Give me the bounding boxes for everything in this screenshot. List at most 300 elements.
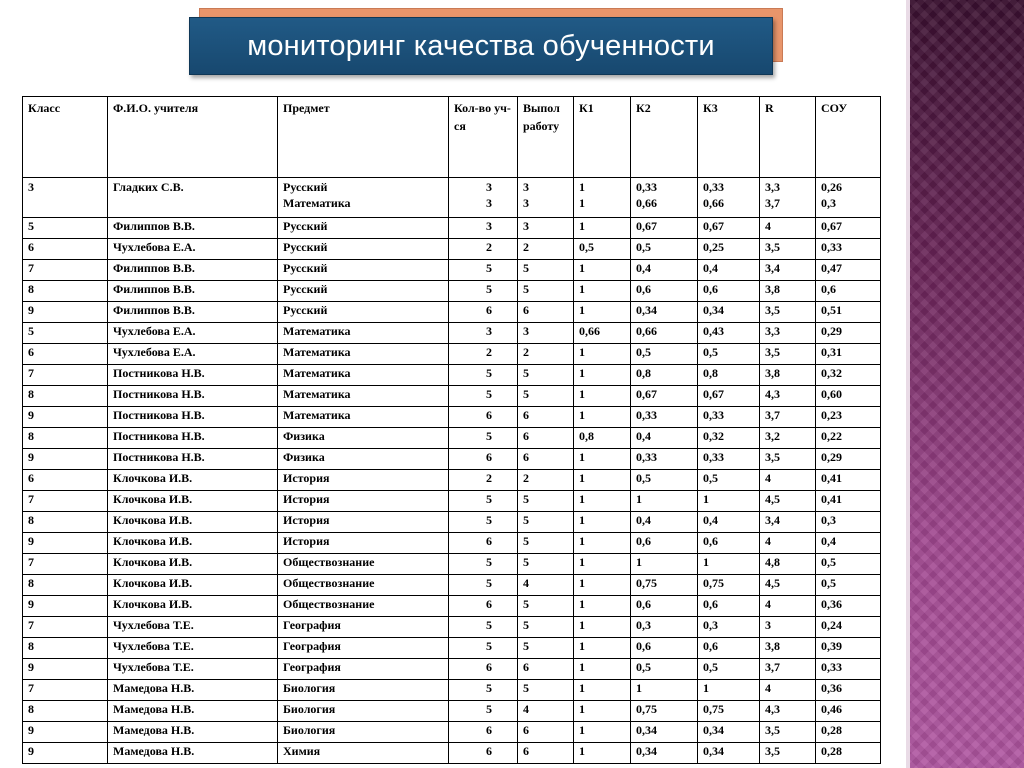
cell-r: 4 [760, 533, 816, 554]
cell-teacher: Клочкова И.В. [108, 491, 278, 512]
cell-r: 3,5 [760, 302, 816, 323]
cell-sou: 0,33 [816, 659, 881, 680]
cell-sou: 0,28 [816, 743, 881, 764]
cell-k1: 1 [574, 533, 631, 554]
cell-k3: 0,6 [698, 638, 760, 659]
cell-subject [278, 178, 449, 218]
table-row [23, 386, 881, 407]
table-row [23, 533, 881, 554]
cell-r: 3,8 [760, 365, 816, 386]
cell-subject: География [278, 617, 449, 638]
cell-subject: Обществознание [278, 596, 449, 617]
cell-class: 6 [23, 344, 108, 365]
cell-sou: 0,51 [816, 302, 881, 323]
cell-count: 5 [449, 554, 518, 575]
cell-count: 6 [449, 596, 518, 617]
cell-k1: 1 [574, 575, 631, 596]
cell-done-line: 3 [523, 180, 529, 194]
cell-r: 4,3 [760, 386, 816, 407]
cell-k1: 1 [574, 554, 631, 575]
cell-count: 5 [449, 617, 518, 638]
cell-sou: 0,33 [816, 239, 881, 260]
cell-k3: 0,5 [698, 344, 760, 365]
cell-k1: 1 [574, 680, 631, 701]
cell-r: 4 [760, 680, 816, 701]
cell-class: 9 [23, 596, 108, 617]
cell-k2: 0,8 [631, 365, 698, 386]
cell-k3: 0,32 [698, 428, 760, 449]
cell-count-line: 3 [486, 180, 492, 194]
cell-k3: 0,75 [698, 701, 760, 722]
cell-k3: 1 [698, 554, 760, 575]
table-row [23, 743, 881, 764]
cell-k1: 1 [574, 281, 631, 302]
cell-count: 3 [449, 323, 518, 344]
cell-r: 4,8 [760, 554, 816, 575]
header-count: Кол-во уч-ся [449, 97, 518, 178]
cell-k2: 1 [631, 554, 698, 575]
cell-teacher: Филиппов В.В. [108, 302, 278, 323]
cell-done: 6 [518, 449, 574, 470]
cell-r: 3,5 [760, 239, 816, 260]
cell-teacher: Мамедова Н.В. [108, 722, 278, 743]
cell-done [518, 178, 574, 218]
table-row [23, 659, 881, 680]
cell-k2: 0,66 [631, 323, 698, 344]
table-row [23, 260, 881, 281]
cell-class: 7 [23, 680, 108, 701]
cell-count: 6 [449, 407, 518, 428]
cell-k3: 0,67 [698, 218, 760, 239]
cell-sou-line: 0,3 [821, 196, 836, 210]
cell-k3: 0,4 [698, 260, 760, 281]
cell-count: 5 [449, 575, 518, 596]
cell-class: 8 [23, 701, 108, 722]
cell-done: 6 [518, 743, 574, 764]
cell-k3: 0,5 [698, 659, 760, 680]
cell-subject: Математика [278, 344, 449, 365]
cell-class: 8 [23, 575, 108, 596]
cell-sou: 0,41 [816, 491, 881, 512]
cell-subject: Математика [278, 386, 449, 407]
cell-done-line: 3 [523, 196, 529, 210]
cell-k3: 0,33 [698, 449, 760, 470]
cell-class: 6 [23, 239, 108, 260]
cell-teacher: Гладких С.В. [108, 178, 278, 218]
cell-teacher: Постникова Н.В. [108, 365, 278, 386]
header-done: Выпол работу [518, 97, 574, 178]
cell-subject: Русский [278, 281, 449, 302]
cell-k3: 0,4 [698, 512, 760, 533]
cell-done: 2 [518, 239, 574, 260]
cell-k2-line: 0,33 [636, 180, 657, 194]
cell-count: 5 [449, 638, 518, 659]
cell-sou: 0,46 [816, 701, 881, 722]
cell-k2: 0,33 [631, 407, 698, 428]
cell-k3: 0,67 [698, 386, 760, 407]
cell-class: 9 [23, 659, 108, 680]
table-header-row [23, 97, 881, 178]
cell-count: 6 [449, 302, 518, 323]
table-row [23, 617, 881, 638]
table-row [23, 407, 881, 428]
cell-sou: 0,39 [816, 638, 881, 659]
cell-k3: 0,34 [698, 743, 760, 764]
cell-k1: 1 [574, 407, 631, 428]
cell-r: 3,8 [760, 638, 816, 659]
cell-r: 4,5 [760, 491, 816, 512]
cell-count: 5 [449, 701, 518, 722]
cell-k3: 0,5 [698, 470, 760, 491]
cell-k1: 1 [574, 512, 631, 533]
cell-done: 5 [518, 491, 574, 512]
cell-k2-line: 0,66 [636, 196, 657, 210]
header-k3: К3 [698, 97, 760, 178]
table-row [23, 638, 881, 659]
cell-class: 9 [23, 722, 108, 743]
cell-class: 8 [23, 512, 108, 533]
table-row [23, 554, 881, 575]
cell-r: 3,5 [760, 449, 816, 470]
cell-sou: 0,31 [816, 344, 881, 365]
table-row [23, 365, 881, 386]
cell-subject: География [278, 638, 449, 659]
cell-subject: Русский [278, 302, 449, 323]
cell-sou: 0,60 [816, 386, 881, 407]
table-row [23, 302, 881, 323]
cell-r: 3,3 [760, 323, 816, 344]
table-row [23, 491, 881, 512]
cell-done: 2 [518, 344, 574, 365]
cell-k3: 0,6 [698, 596, 760, 617]
cell-sou: 0,3 [816, 512, 881, 533]
cell-subject: Русский [278, 218, 449, 239]
cell-sou: 0,22 [816, 428, 881, 449]
cell-r [760, 178, 816, 218]
cell-teacher: Мамедова Н.В. [108, 743, 278, 764]
cell-count: 2 [449, 239, 518, 260]
cell-done: 6 [518, 722, 574, 743]
cell-subject: Обществознание [278, 575, 449, 596]
cell-k1: 1 [574, 491, 631, 512]
cell-subject: Математика [278, 407, 449, 428]
table-row [23, 722, 881, 743]
cell-subject: Биология [278, 680, 449, 701]
cell-done: 5 [518, 365, 574, 386]
cell-k3 [698, 178, 760, 218]
cell-done: 6 [518, 302, 574, 323]
cell-k1-line: 1 [579, 180, 585, 194]
cell-k1: 1 [574, 365, 631, 386]
cell-subject: Физика [278, 428, 449, 449]
cell-k1: 1 [574, 743, 631, 764]
cell-teacher: Клочкова И.В. [108, 470, 278, 491]
cell-teacher: Клочкова И.В. [108, 596, 278, 617]
header-teacher: Ф.И.О. учителя [108, 97, 278, 178]
cell-class: 7 [23, 365, 108, 386]
cell-k1: 1 [574, 386, 631, 407]
cell-teacher: Чухлебова Т.Е. [108, 617, 278, 638]
cell-r: 4 [760, 218, 816, 239]
cell-class: 5 [23, 323, 108, 344]
cell-k1: 1 [574, 617, 631, 638]
cell-subject: Русский [278, 239, 449, 260]
cell-sou: 0,5 [816, 575, 881, 596]
cell-k3: 0,34 [698, 722, 760, 743]
cell-k2: 0,5 [631, 470, 698, 491]
cell-count: 3 [449, 218, 518, 239]
cell-teacher: Чухлебова Е.А. [108, 344, 278, 365]
cell-class: 3 [23, 178, 108, 218]
cell-k1: 1 [574, 659, 631, 680]
cell-done: 5 [518, 680, 574, 701]
cell-teacher: Чухлебова Е.А. [108, 239, 278, 260]
cell-k3: 0,25 [698, 239, 760, 260]
cell-teacher: Филиппов В.В. [108, 218, 278, 239]
table-row [23, 449, 881, 470]
cell-done: 5 [518, 386, 574, 407]
table-row [23, 239, 881, 260]
table-row [23, 323, 881, 344]
cell-class: 9 [23, 743, 108, 764]
cell-count: 2 [449, 344, 518, 365]
cell-k2: 0,6 [631, 281, 698, 302]
cell-sou: 0,29 [816, 323, 881, 344]
cell-done: 5 [518, 638, 574, 659]
cell-r: 3,2 [760, 428, 816, 449]
cell-subject: Биология [278, 701, 449, 722]
cell-sou [816, 178, 881, 218]
cell-done: 6 [518, 659, 574, 680]
cell-done: 5 [518, 617, 574, 638]
cell-count: 5 [449, 260, 518, 281]
cell-done: 3 [518, 323, 574, 344]
cell-k3: 0,8 [698, 365, 760, 386]
cell-sou: 0,67 [816, 218, 881, 239]
cell-count: 6 [449, 659, 518, 680]
cell-subject: Физика [278, 449, 449, 470]
cell-teacher: Клочкова И.В. [108, 512, 278, 533]
cell-class: 9 [23, 449, 108, 470]
cell-teacher: Чухлебова Т.Е. [108, 659, 278, 680]
cell-k2: 0,34 [631, 722, 698, 743]
cell-sou: 0,28 [816, 722, 881, 743]
cell-class: 7 [23, 260, 108, 281]
cell-class: 8 [23, 386, 108, 407]
cell-k1: 1 [574, 449, 631, 470]
cell-subject: История [278, 491, 449, 512]
cell-subject: Биология [278, 722, 449, 743]
cell-k3: 0,43 [698, 323, 760, 344]
header-r: R [760, 97, 816, 178]
cell-subject: История [278, 533, 449, 554]
table-row [23, 512, 881, 533]
cell-teacher: Чухлебова Е.А. [108, 323, 278, 344]
table-row [23, 428, 881, 449]
cell-count [449, 178, 518, 218]
table-row [23, 575, 881, 596]
cell-sou: 0,36 [816, 596, 881, 617]
cell-k2: 0,5 [631, 344, 698, 365]
table-row [23, 470, 881, 491]
cell-k2: 0,3 [631, 617, 698, 638]
table-row [23, 596, 881, 617]
cell-r: 3,5 [760, 722, 816, 743]
cell-teacher: Клочкова И.В. [108, 575, 278, 596]
header-sou: СОУ [816, 97, 881, 178]
slide-title: мониторинг качества обученности [189, 17, 773, 75]
header-k2: К2 [631, 97, 698, 178]
cell-r: 3,7 [760, 659, 816, 680]
cell-r: 3,8 [760, 281, 816, 302]
header-k1: К1 [574, 97, 631, 178]
table-row [23, 680, 881, 701]
cell-count: 5 [449, 428, 518, 449]
cell-count: 5 [449, 512, 518, 533]
cell-done: 6 [518, 407, 574, 428]
table-row [23, 701, 881, 722]
table-row [23, 281, 881, 302]
cell-r-line: 3,7 [765, 196, 780, 210]
cell-done: 5 [518, 260, 574, 281]
cell-k1: 1 [574, 701, 631, 722]
cell-sou: 0,41 [816, 470, 881, 491]
cell-k1 [574, 178, 631, 218]
cell-count: 6 [449, 722, 518, 743]
cell-subject: География [278, 659, 449, 680]
cell-k3: 1 [698, 680, 760, 701]
cell-k2: 0,4 [631, 428, 698, 449]
cell-r-line: 3,3 [765, 180, 780, 194]
cell-k2: 0,75 [631, 575, 698, 596]
cell-sou: 0,36 [816, 680, 881, 701]
cell-count-line: 3 [486, 196, 492, 210]
cell-k2: 0,34 [631, 743, 698, 764]
cell-k2: 0,67 [631, 218, 698, 239]
cell-teacher: Постникова Н.В. [108, 428, 278, 449]
cell-subject: История [278, 470, 449, 491]
cell-class: 9 [23, 407, 108, 428]
cell-k1: 1 [574, 302, 631, 323]
cell-sou: 0,6 [816, 281, 881, 302]
cell-k2: 0,4 [631, 260, 698, 281]
cell-k3-line: 0,66 [703, 196, 724, 210]
decorative-stripe [910, 0, 1024, 768]
cell-sou: 0,32 [816, 365, 881, 386]
cell-teacher: Клочкова И.В. [108, 554, 278, 575]
cell-teacher: Клочкова И.В. [108, 533, 278, 554]
cell-teacher: Чухлебова Т.Е. [108, 638, 278, 659]
cell-subject-line: Математика [283, 196, 351, 210]
cell-subject: Русский [278, 260, 449, 281]
cell-k2: 0,6 [631, 533, 698, 554]
cell-k2: 0,4 [631, 512, 698, 533]
cell-k1: 1 [574, 218, 631, 239]
cell-sou: 0,4 [816, 533, 881, 554]
cell-teacher: Филиппов В.В. [108, 281, 278, 302]
cell-class: 8 [23, 428, 108, 449]
cell-done: 4 [518, 701, 574, 722]
cell-r: 4,3 [760, 701, 816, 722]
cell-r: 3,4 [760, 260, 816, 281]
cell-k2: 0,5 [631, 659, 698, 680]
cell-count: 5 [449, 365, 518, 386]
cell-k1: 1 [574, 596, 631, 617]
cell-k3: 0,6 [698, 533, 760, 554]
cell-subject: Математика [278, 323, 449, 344]
cell-class: 9 [23, 533, 108, 554]
cell-r: 3,7 [760, 407, 816, 428]
cell-sou: 0,5 [816, 554, 881, 575]
cell-r: 3,5 [760, 743, 816, 764]
cell-subject-line: Русский [283, 180, 328, 194]
cell-done: 4 [518, 575, 574, 596]
cell-class: 8 [23, 638, 108, 659]
cell-done: 2 [518, 470, 574, 491]
cell-k3: 0,3 [698, 617, 760, 638]
cell-count: 5 [449, 281, 518, 302]
cell-k2: 0,67 [631, 386, 698, 407]
cell-count: 6 [449, 449, 518, 470]
cell-class: 7 [23, 491, 108, 512]
cell-r: 4 [760, 596, 816, 617]
cell-k2: 0,6 [631, 596, 698, 617]
cell-k3: 0,34 [698, 302, 760, 323]
cell-sou: 0,24 [816, 617, 881, 638]
cell-count: 5 [449, 680, 518, 701]
cell-k3: 0,6 [698, 281, 760, 302]
cell-class: 9 [23, 302, 108, 323]
cell-class: 5 [23, 218, 108, 239]
cell-k2: 1 [631, 491, 698, 512]
cell-k2: 0,75 [631, 701, 698, 722]
cell-teacher: Постникова Н.В. [108, 386, 278, 407]
cell-k2 [631, 178, 698, 218]
cell-subject: История [278, 512, 449, 533]
cell-k2: 0,34 [631, 302, 698, 323]
cell-k3-line: 0,33 [703, 180, 724, 194]
cell-k1: 1 [574, 344, 631, 365]
cell-done: 6 [518, 428, 574, 449]
cell-k3: 0,75 [698, 575, 760, 596]
cell-r: 3,5 [760, 344, 816, 365]
cell-k2: 1 [631, 680, 698, 701]
cell-k3: 0,33 [698, 407, 760, 428]
cell-teacher: Постникова Н.В. [108, 449, 278, 470]
cell-done: 5 [518, 596, 574, 617]
cell-teacher: Мамедова Н.В. [108, 680, 278, 701]
cell-teacher: Постникова Н.В. [108, 407, 278, 428]
cell-count: 6 [449, 533, 518, 554]
cell-done: 5 [518, 554, 574, 575]
cell-r: 4,5 [760, 575, 816, 596]
cell-r: 3 [760, 617, 816, 638]
header-subject: Предмет [278, 97, 449, 178]
cell-sou-line: 0,26 [821, 180, 842, 194]
table-row [23, 178, 881, 218]
cell-k3: 1 [698, 491, 760, 512]
cell-class: 8 [23, 281, 108, 302]
table-row [23, 344, 881, 365]
cell-k1: 0,8 [574, 428, 631, 449]
cell-r: 4 [760, 470, 816, 491]
cell-r: 3,4 [760, 512, 816, 533]
cell-subject: Химия [278, 743, 449, 764]
monitoring-table [22, 96, 881, 764]
cell-k1: 0,66 [574, 323, 631, 344]
cell-count: 5 [449, 491, 518, 512]
table-row [23, 218, 881, 239]
